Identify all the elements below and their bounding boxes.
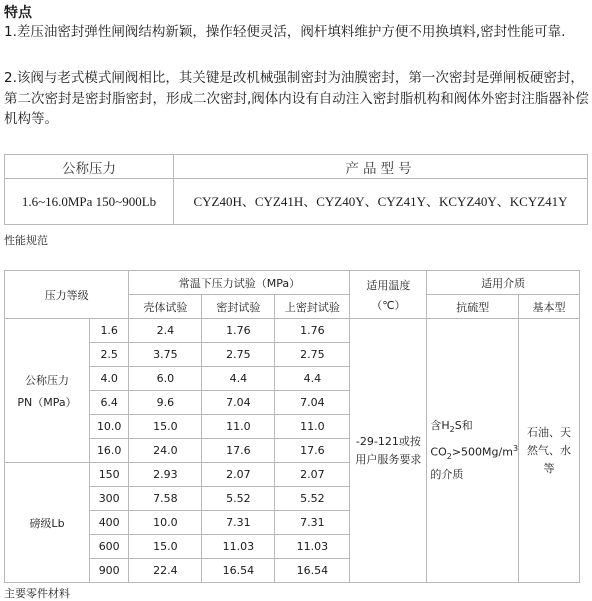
seal-cell: 5.52 bbox=[202, 487, 275, 511]
sulfur-sub-2: 2 bbox=[449, 425, 455, 435]
header-upper-seal-test: 上密封试验 bbox=[275, 295, 350, 319]
sulfur-text-d: 的介质 bbox=[430, 467, 464, 481]
grade-cell: 10.0 bbox=[90, 415, 129, 439]
grade-cell: 300 bbox=[90, 487, 129, 511]
table-row bbox=[5, 319, 580, 343]
group-pn-unit: PN（MPa） bbox=[17, 395, 77, 409]
sulfur-text-b: S和CO bbox=[430, 419, 473, 459]
upper-seal-cell: 7.04 bbox=[275, 391, 350, 415]
seal-cell: 2.07 bbox=[202, 463, 275, 487]
group-nominal-pressure bbox=[5, 319, 90, 463]
header-basic-type: 基本型 bbox=[519, 295, 580, 319]
shell-cell: 9.6 bbox=[129, 391, 202, 415]
header-nominal-pressure: 公称压力 bbox=[5, 155, 174, 179]
performance-table bbox=[4, 270, 580, 583]
header-media: 适用介质 bbox=[427, 271, 580, 295]
header-sulfur-resistant: 抗硫型 bbox=[427, 295, 519, 319]
shell-cell: 15.0 bbox=[129, 415, 202, 439]
header-pressure-grade: 压力等级 bbox=[5, 271, 129, 319]
header-product-model: 产品型号 bbox=[174, 155, 588, 179]
grade-cell: 1.6 bbox=[90, 319, 129, 343]
seal-cell: 1.76 bbox=[202, 319, 275, 343]
shell-cell: 24.0 bbox=[129, 439, 202, 463]
group-pn-label: 公称压力 bbox=[25, 373, 69, 387]
upper-seal-cell: 4.4 bbox=[275, 367, 350, 391]
seal-cell: 16.54 bbox=[202, 559, 275, 583]
upper-seal-cell: 11.03 bbox=[275, 535, 350, 559]
upper-seal-cell: 2.07 bbox=[275, 463, 350, 487]
shell-cell: 3.75 bbox=[129, 343, 202, 367]
grade-cell: 6.4 bbox=[90, 391, 129, 415]
sulfur-resistant-medium bbox=[427, 319, 519, 583]
grade-cell: 600 bbox=[90, 535, 129, 559]
feature-item-2: 2.该阀与老式模式闸阀相比，其关键是改机械强制密封为油膜密封，第一次密封是弹闸板硬密封，第二次密封是密封脂密封，形成二次密封,阀体内设有自动注入密封脂机构和阀体外密封注脂器补偿机构等。 bbox=[4, 70, 589, 127]
seal-cell: 7.31 bbox=[202, 511, 275, 535]
sulfur-text-a: 含H bbox=[430, 419, 450, 433]
model-table bbox=[4, 154, 588, 225]
seal-cell: 7.04 bbox=[202, 391, 275, 415]
group-pound-class: 磅级Lb bbox=[5, 463, 90, 583]
header-temperature bbox=[350, 271, 427, 319]
upper-seal-cell: 16.54 bbox=[275, 559, 350, 583]
seal-cell: 2.75 bbox=[202, 343, 275, 367]
header-shell-test: 壳体试验 bbox=[129, 295, 202, 319]
co-sub-2: 2 bbox=[446, 451, 452, 461]
pressure-range: 1.6~16.0MPa 150~900Lb bbox=[5, 179, 174, 225]
caption-performance: 性能规范 bbox=[4, 234, 48, 247]
shell-cell: 10.0 bbox=[129, 511, 202, 535]
seal-cell: 11.03 bbox=[202, 535, 275, 559]
sulfur-text-c: >500Mg/m bbox=[451, 445, 513, 459]
shell-cell: 7.58 bbox=[129, 487, 202, 511]
header-test-group: 常温下压力试验（MPa） bbox=[129, 271, 350, 295]
grade-cell: 16.0 bbox=[90, 439, 129, 463]
shell-cell: 2.93 bbox=[129, 463, 202, 487]
grade-cell: 4.0 bbox=[90, 367, 129, 391]
seal-cell: 11.0 bbox=[202, 415, 275, 439]
shell-cell: 6.0 bbox=[129, 367, 202, 391]
grade-cell: 400 bbox=[90, 511, 129, 535]
product-models: CYZ40H、CYZ41H、CYZ40Y、CYZ41Y、KCYZ40Y、KCYZ41Y bbox=[174, 179, 588, 225]
grade-cell: 150 bbox=[90, 463, 129, 487]
upper-seal-cell: 17.6 bbox=[275, 439, 350, 463]
header-seal-test: 密封试验 bbox=[202, 295, 275, 319]
temperature-value: -29-121或按用户服务要求 bbox=[350, 319, 427, 583]
upper-seal-cell: 7.31 bbox=[275, 511, 350, 535]
upper-seal-cell: 2.75 bbox=[275, 343, 350, 367]
feature-item-1: 1.差压油密封弹性闸阀结构新颖，操作轻便灵活，阀杆填料维护方便不用换填料,密封性能可靠. bbox=[4, 24, 566, 40]
grade-cell: 2.5 bbox=[90, 343, 129, 367]
caption-materials: 主要零件材料 bbox=[4, 587, 70, 600]
basic-medium: 石油、天然气、水等 bbox=[519, 319, 580, 583]
seal-cell: 17.6 bbox=[202, 439, 275, 463]
header-temperature-label: 适用温度 bbox=[366, 278, 411, 292]
seal-cell: 4.4 bbox=[202, 367, 275, 391]
upper-seal-cell: 5.52 bbox=[275, 487, 350, 511]
upper-seal-cell: 11.0 bbox=[275, 415, 350, 439]
header-temperature-unit: （℃） bbox=[371, 298, 406, 312]
shell-cell: 15.0 bbox=[129, 535, 202, 559]
sulfur-sup-3: 3 bbox=[512, 443, 519, 453]
shell-cell: 2.4 bbox=[129, 319, 202, 343]
upper-seal-cell: 1.76 bbox=[275, 319, 350, 343]
shell-cell: 22.4 bbox=[129, 559, 202, 583]
grade-cell: 900 bbox=[90, 559, 129, 583]
features-title: 特点 bbox=[4, 5, 32, 21]
